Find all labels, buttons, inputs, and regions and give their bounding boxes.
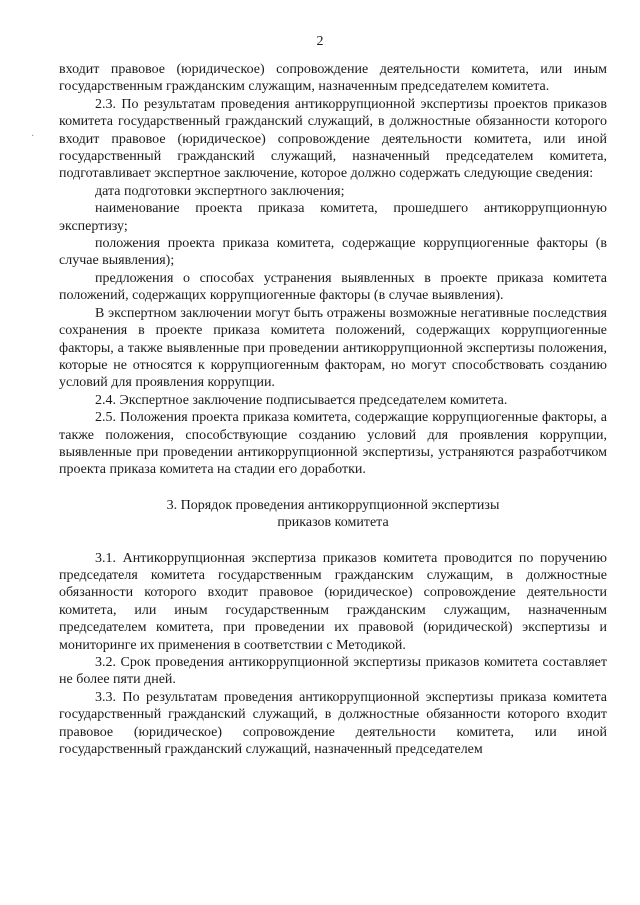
paragraph: 2.3. По результатам проведения антикоррупционной экспертизы проектов приказов комитета государственный гражданский служащий, в должностные обязанности которого входит правовое (юридическое) сопровождение деятельности комитета, или иной государственный гражданский служащий, назначенный председателем комитета, подготавливает экспертное заключение, которое должно содержать следующие сведения: <box>59 96 607 182</box>
paragraph: 3.2. Срок проведения антикоррупционной экспертизы приказов комитета составляет не более пяти дней. <box>59 655 607 688</box>
paragraph: положения проекта приказа комитета, содержащие коррупциогенные факторы (в случае выявления); <box>59 236 607 269</box>
paragraph: 3.1. Антикоррупционная экспертиза приказов комитета проводится по поручению председателя комитета государственным гражданским служащим, в должностные обязанности которого входит правовое (юридическое) сопровождение деятельности комитета, или иным государственным гражданским служащим, назначенным председателем комитета, при проведении их правовой (юридической) экспертизы и мониторинге их применения в соответствии с Методикой. <box>59 550 607 653</box>
paragraph: 2.4. Экспертное заключение подписывается председателем комитета. <box>95 392 508 408</box>
section-heading-line-2: приказов комитета <box>277 515 389 531</box>
page-number: 2 <box>316 34 324 49</box>
paragraph: входит правовое (юридическое) сопровождение деятельности комитета, или иным государственным гражданским служащим, назначенным председателем комитета. <box>59 62 607 95</box>
paragraph: дата подготовки экспертного заключения; <box>95 183 345 199</box>
paragraph: наименование проекта приказа комитета, прошедшего антикоррупционную экспертизу; <box>59 201 607 234</box>
section-heading-line-1: 3. Порядок проведения антикоррупционной экспертизы <box>166 497 500 513</box>
paragraphs-after-heading <box>59 550 607 759</box>
paragraph: предложения о способах устранения выявленных в проекте приказа комитета положений, содержащих коррупциогенные факторы (в случае выявления). <box>59 270 607 304</box>
paragraph: 2.5. Положения проекта приказа комитета, содержащие коррупциогенные факторы, а также положения, способствующие созданию условий для проявления коррупции, выявленные при проведении антикоррупционной экспертизы, устраняются разработчиком проекта приказа комитета на стадии его доработки. <box>59 410 607 478</box>
document-body <box>59 61 607 758</box>
section-heading <box>59 497 607 532</box>
paragraph: В экспертном заключении могут быть отражены возможные негативные последствия сохранения в проекте приказа комитета положений, содержащих коррупциогенные факторы, а также выявленные при проведении антикоррупционной экспертизы положения, которые не относятся к коррупциогенным факторам, но могут способствовать созданию условий для проявления коррупции. <box>59 305 607 391</box>
margin-dot: · <box>31 131 35 142</box>
paragraphs-before-heading <box>59 61 607 479</box>
paragraph: 3.3. По результатам проведения антикоррупционной экспертизы приказа комитета государственный гражданский служащий, в должностные обязанности которого входит правовое (юридическое) сопровождение деятельности комитета, или иной государственный гражданский служащий, назначенный председателем <box>59 689 607 758</box>
